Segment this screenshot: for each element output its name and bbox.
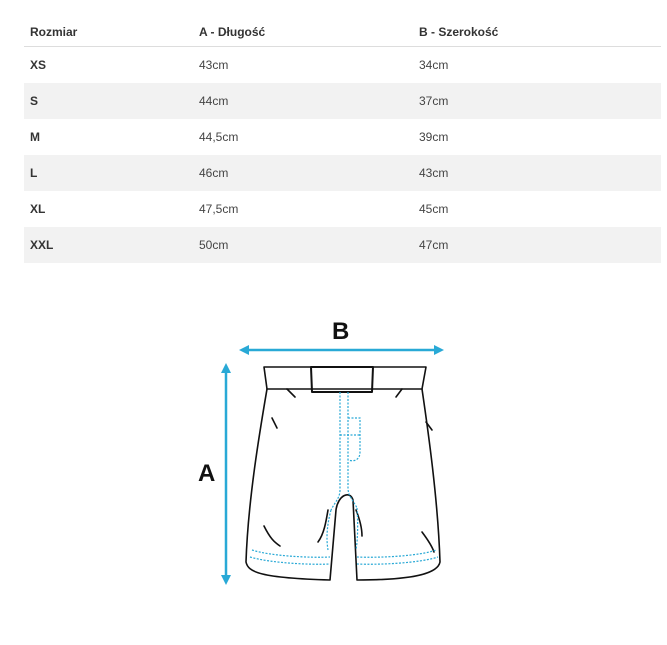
width-arrow [239,345,444,355]
table-header-row [24,18,661,47]
label-b: B [332,318,350,345]
table-row [24,191,661,227]
label-a: A [198,460,216,487]
length-cell: 44,5cm [199,130,239,144]
table-row [24,227,661,263]
width-cell: 37cm [413,83,661,119]
size-cell: M [30,130,40,144]
shorts-icon [246,367,440,580]
header-size: Rozmiar [24,18,193,47]
size-cell: XS [30,58,47,72]
header-width: B - Szerokość [413,18,661,47]
size-cell: S [24,83,193,119]
width-cell: 47cm [413,227,661,263]
table-row [24,83,661,119]
header-length: A - Długość [193,18,413,47]
length-cell: 46cm [193,155,413,191]
table-row [24,155,661,191]
width-cell: 43cm [413,155,661,191]
width-cell: 39cm [419,130,449,144]
length-cell: 47,5cm [199,202,239,216]
stitching [250,392,438,564]
length-arrow [221,363,231,585]
table-row [24,47,661,84]
width-cell: 45cm [419,202,449,216]
size-cell: XXL [24,227,193,263]
size-chart-table [24,18,661,263]
size-cell: XL [30,202,46,216]
length-cell: 43cm [199,58,229,72]
shorts-measurement-diagram [190,310,470,600]
length-cell: 44cm [193,83,413,119]
size-cell: L [24,155,193,191]
width-cell: 34cm [419,58,449,72]
length-cell: 50cm [193,227,413,263]
table-row [24,119,661,155]
